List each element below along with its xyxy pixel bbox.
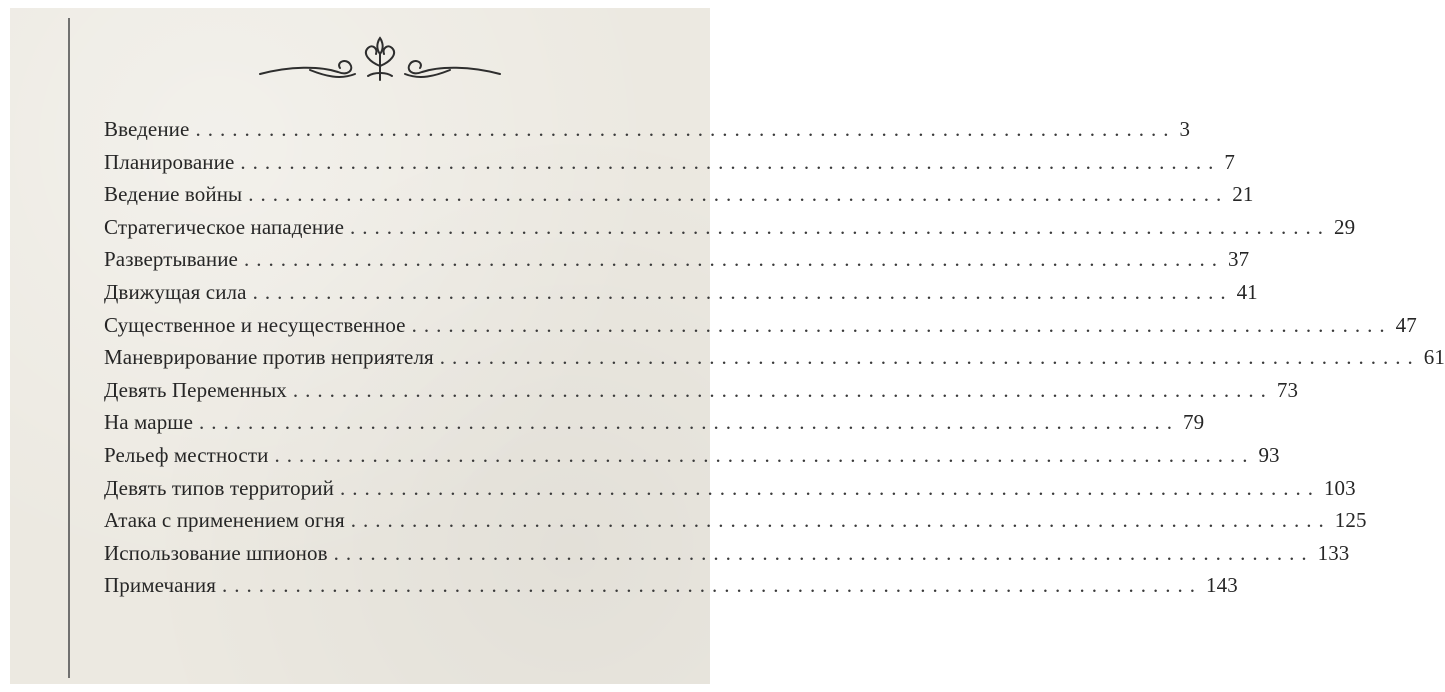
toc-entry-title: Девять Переменных xyxy=(104,377,287,402)
toc-entry-page: 37 xyxy=(1227,247,1250,272)
toc-entry-title: Существенное и несущественное xyxy=(104,312,406,337)
toc-entry[interactable] xyxy=(104,377,1299,411)
toc-entry-page: 29 xyxy=(1334,214,1356,239)
toc-entry[interactable] xyxy=(104,182,1254,215)
table-of-contents xyxy=(104,117,1445,606)
toc-entry-title: Использование шпионов xyxy=(104,540,328,565)
page-margin-line xyxy=(68,18,70,678)
toc-entry[interactable] xyxy=(104,540,1350,574)
toc-entry-title: Движущая сила xyxy=(104,279,247,304)
toc-entry-title: Стратегическое нападение xyxy=(104,214,345,239)
toc-entry-page: 41 xyxy=(1236,279,1258,304)
toc-entry-page: 73 xyxy=(1276,377,1299,402)
toc-entry[interactable] xyxy=(104,442,1280,476)
toc-entry-page: 47 xyxy=(1395,312,1417,337)
toc-leader-dots: ................................................................................ xyxy=(199,410,1179,435)
toc-leader-dots: ................................................................................ xyxy=(292,377,1273,402)
toc-entry-page: 7 xyxy=(1224,149,1236,174)
toc-entry[interactable] xyxy=(104,279,1258,313)
toc-entry-title: Введение xyxy=(104,117,190,141)
toc-entry[interactable] xyxy=(104,312,1417,346)
toc-leader-dots: ................................................................................ xyxy=(350,214,1331,239)
toc-leader-dots: ................................................................................ xyxy=(333,540,1314,565)
toc-leader-dots: ................................................................................ xyxy=(248,182,1229,207)
toc-entry[interactable] xyxy=(104,214,1356,248)
toc-leader-dots: ................................................................................ xyxy=(222,573,1203,598)
toc-entry-title: Девять типов территорий xyxy=(104,475,334,500)
toc-entry[interactable] xyxy=(104,475,1356,509)
toc-leader-dots: ................................................................................ xyxy=(243,247,1224,272)
toc-leader-dots: ................................................................................ xyxy=(240,149,1221,174)
toc-leader-dots: ................................................................................ xyxy=(439,345,1420,370)
toc-entry-title: На марше xyxy=(104,410,193,435)
toc-entry[interactable] xyxy=(104,117,1191,150)
toc-leader-dots: ................................................................................ xyxy=(252,279,1233,304)
book-page xyxy=(10,8,1445,684)
toc-entry[interactable] xyxy=(104,573,1238,606)
toc-entry-page: 143 xyxy=(1206,573,1238,598)
toc-entry[interactable] xyxy=(104,149,1236,183)
toc-entry-page: 103 xyxy=(1323,475,1356,500)
toc-entry-title: Маневрирование против неприятеля xyxy=(104,345,434,370)
toc-leader-dots: ................................................................................ xyxy=(339,475,1320,500)
decorative-flourish-icon xyxy=(250,36,510,86)
toc-entry-page: 125 xyxy=(1334,508,1367,533)
toc-entry[interactable] xyxy=(104,410,1205,443)
toc-entry[interactable] xyxy=(104,508,1367,541)
toc-entry-page: 61 xyxy=(1423,345,1445,370)
toc-entry-title: Рельеф местности xyxy=(104,442,269,467)
toc-leader-dots: ................................................................................ xyxy=(195,117,1176,141)
toc-entry[interactable] xyxy=(104,247,1250,280)
toc-entry-page: 79 xyxy=(1183,410,1205,435)
toc-leader-dots: ................................................................................ xyxy=(274,442,1255,467)
toc-leader-dots: ................................................................................ xyxy=(350,508,1331,533)
toc-entry-title: Планирование xyxy=(104,149,235,174)
toc-entry-title: Развертывание xyxy=(104,247,238,272)
toc-entry-page: 93 xyxy=(1258,442,1280,467)
toc-entry-page: 133 xyxy=(1317,540,1350,565)
toc-entry-page: 3 xyxy=(1179,117,1191,141)
toc-entry-title: Атака с применением огня xyxy=(104,508,345,533)
toc-entry[interactable] xyxy=(104,345,1445,378)
toc-entry-title: Примечания xyxy=(104,573,217,598)
toc-entry-title: Ведение войны xyxy=(104,182,243,207)
toc-leader-dots: ................................................................................ xyxy=(411,312,1392,337)
toc-entry-page: 21 xyxy=(1232,182,1254,207)
